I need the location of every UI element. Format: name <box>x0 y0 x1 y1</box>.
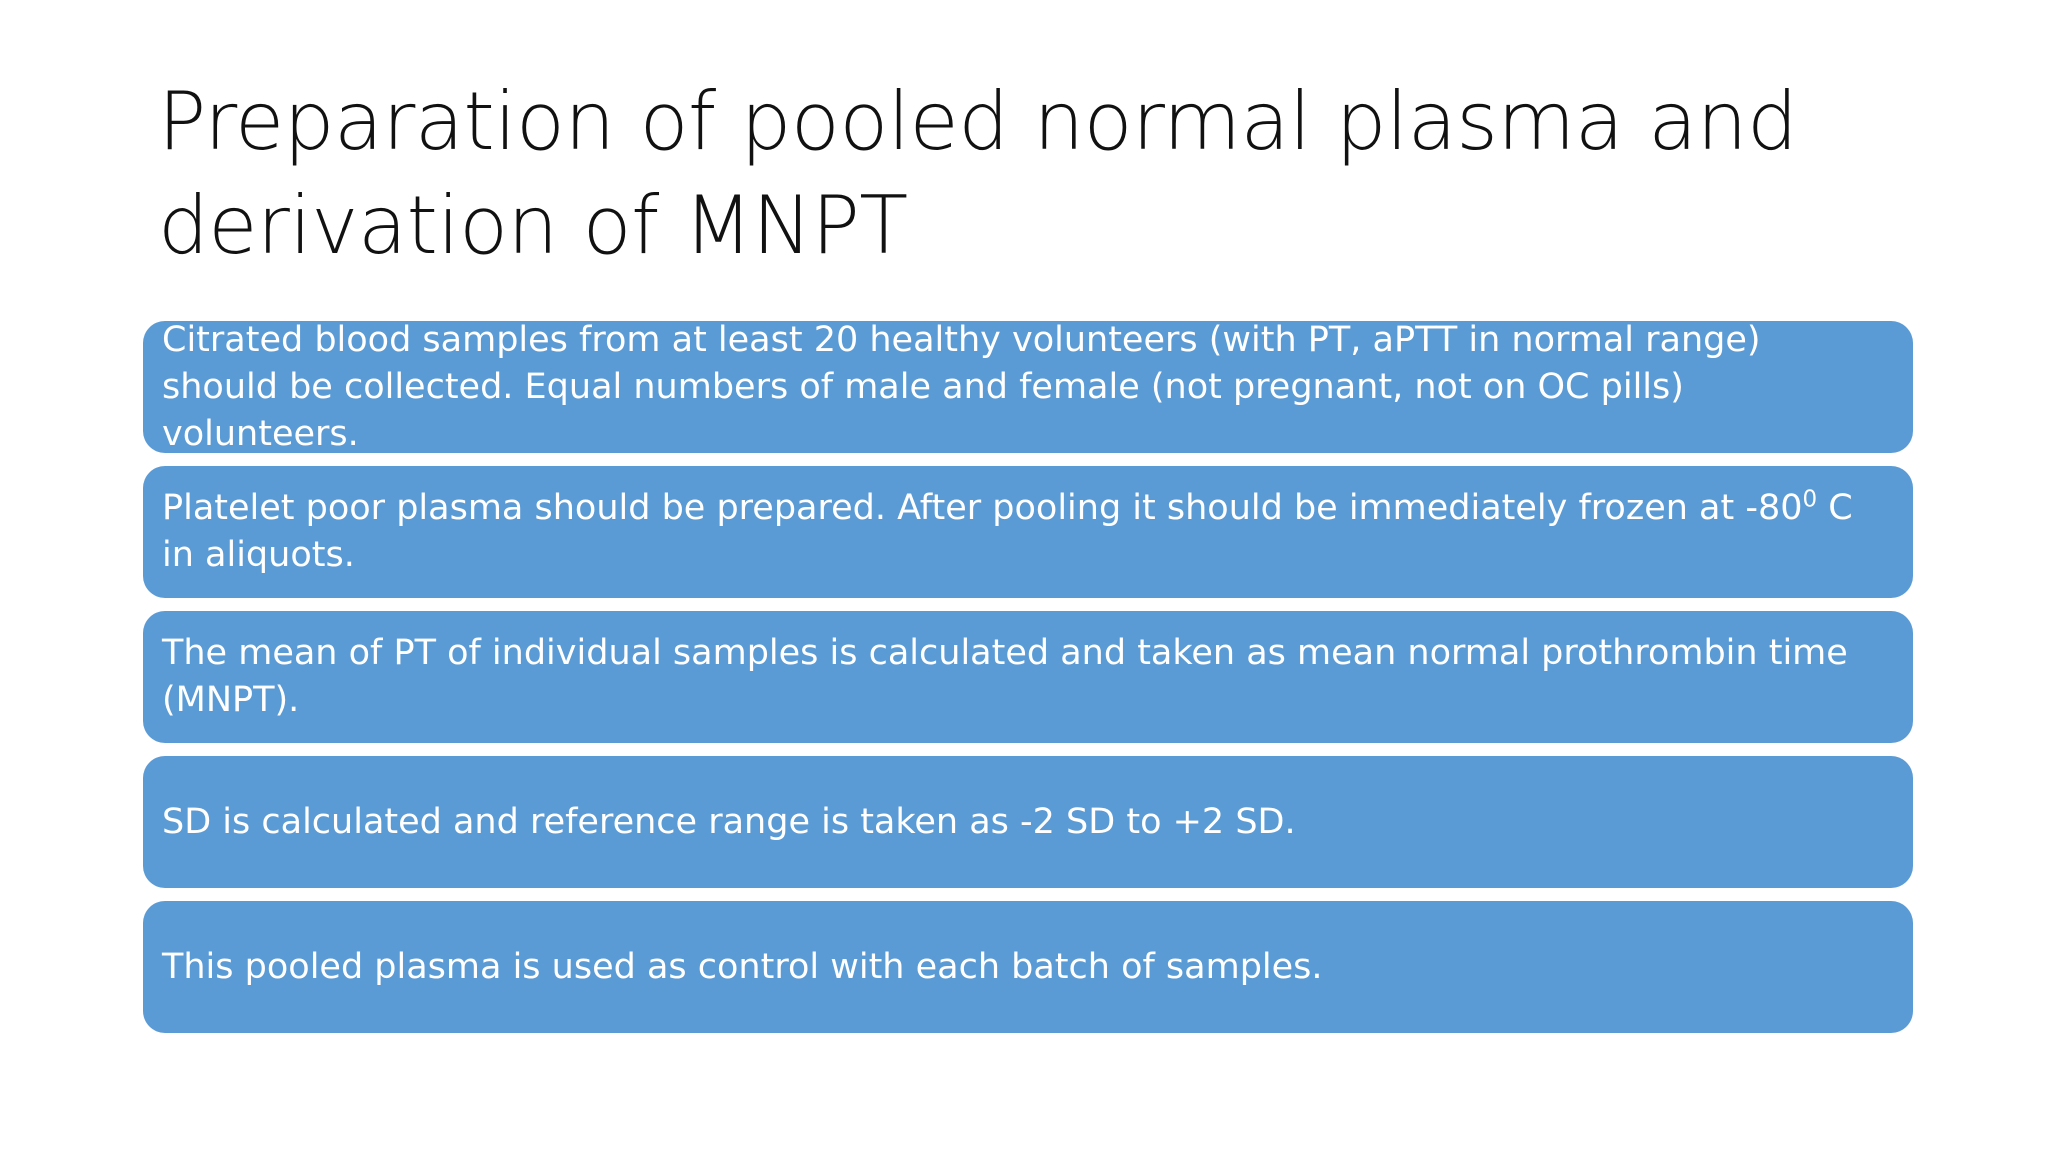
list-item-text: SD is calculated and reference range is taken as -2 SD to +2 SD. <box>162 801 1296 842</box>
list-item-text-after: C in aliquots. <box>162 488 1853 575</box>
list-item-text <box>162 485 1877 579</box>
bullet-list <box>143 321 1913 1033</box>
list-item-text: This pooled plasma is used as control with each batch of samples. <box>162 946 1323 987</box>
list-item-text: The mean of PT of individual samples is calculated and taken as mean normal prothrombin time (MNPT). <box>162 633 1848 720</box>
list-item <box>143 901 1913 1033</box>
list-item <box>143 321 1913 453</box>
temperature-superscript: 0 <box>1802 486 1818 513</box>
list-item-text-before: Platelet poor plasma should be prepared. After pooling it should be immediately frozen at -80 <box>162 488 1803 528</box>
list-item <box>143 756 1913 888</box>
slide-title: Preparation of pooled normal plasma and derivation of MNPT <box>158 75 1798 272</box>
list-item <box>143 611 1913 743</box>
list-item-text: Citrated blood samples from at least 20 healthy volunteers (with PT, aPTT in normal range) should be collected. Equal numbers of male and female (not pregnant, not on OC pills) volunteers. <box>162 319 1761 454</box>
list-item <box>143 466 1913 598</box>
